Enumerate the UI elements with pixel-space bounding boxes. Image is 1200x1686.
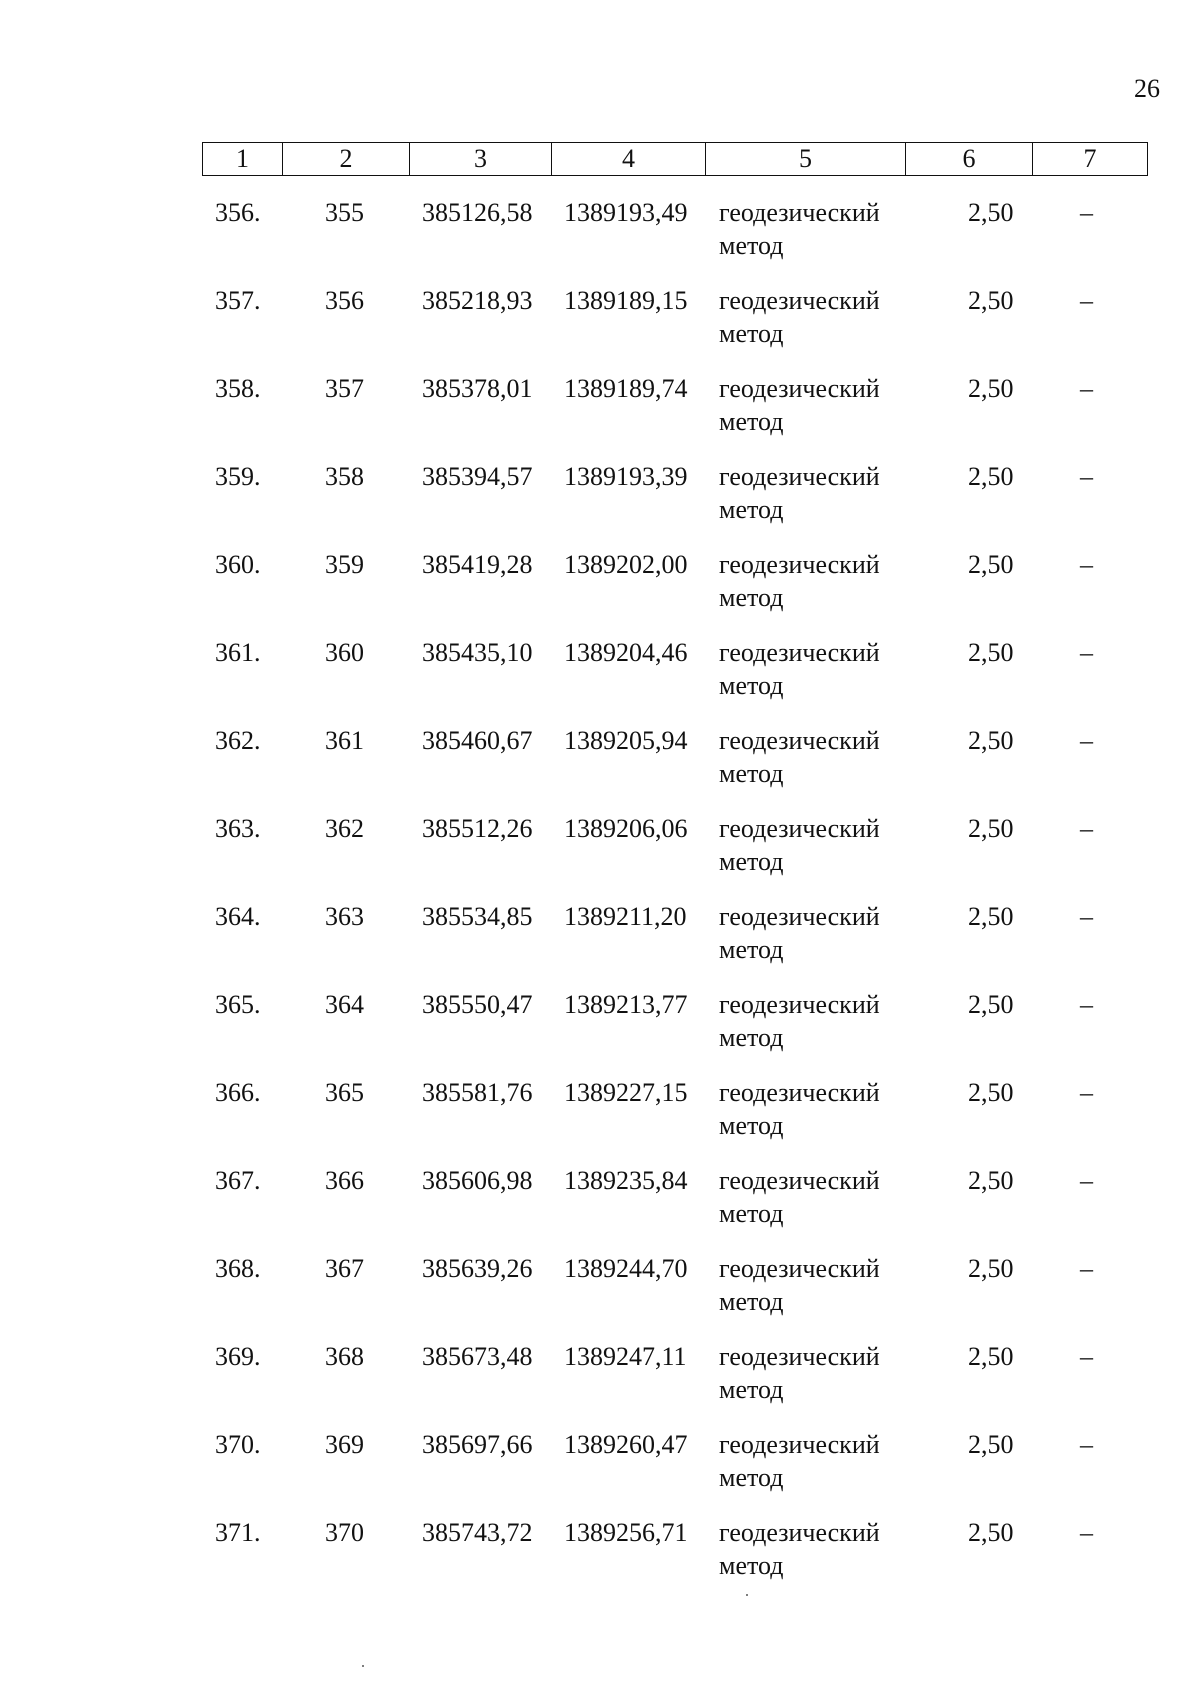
header-col-2: 2 [283, 143, 410, 175]
row-number-cell: 366. [215, 1078, 261, 1107]
accuracy-cell: 2,50 [968, 726, 1014, 755]
header-col-1: 1 [203, 143, 283, 175]
point-number-cell: 370 [325, 1518, 364, 1547]
note-cell: – [1080, 1518, 1093, 1547]
row-number-cell: 363. [215, 814, 261, 843]
x-coordinate-cell: 385743,72 [422, 1518, 533, 1547]
y-coordinate-cell: 1389189,15 [564, 286, 688, 315]
point-number-cell: 360 [325, 638, 364, 667]
note-cell: – [1080, 374, 1093, 403]
x-coordinate-cell: 385460,67 [422, 726, 533, 755]
accuracy-cell: 2,50 [968, 1166, 1014, 1195]
y-coordinate-cell: 1389193,49 [564, 198, 688, 227]
x-coordinate-cell: 385534,85 [422, 902, 533, 931]
y-coordinate-cell: 1389202,00 [564, 550, 688, 579]
accuracy-cell: 2,50 [968, 1342, 1014, 1371]
y-coordinate-cell: 1389204,46 [564, 638, 688, 667]
y-coordinate-cell: 1389235,84 [564, 1166, 688, 1195]
y-coordinate-cell: 1389247,11 [564, 1342, 687, 1371]
y-coordinate-cell: 1389244,70 [564, 1254, 688, 1283]
y-coordinate-cell: 1389213,77 [564, 990, 688, 1019]
y-coordinate-cell: 1389260,47 [564, 1430, 688, 1459]
method-cell: геодезический метод [719, 1342, 880, 1404]
note-cell: – [1080, 726, 1093, 755]
header-col-3: 3 [410, 143, 552, 175]
row-number-cell: 358. [215, 374, 261, 403]
x-coordinate-cell: 385606,98 [422, 1166, 533, 1195]
row-number-cell: 370. [215, 1430, 261, 1459]
point-number-cell: 356 [325, 286, 364, 315]
y-coordinate-cell: 1389211,20 [564, 902, 687, 931]
point-number-cell: 362 [325, 814, 364, 843]
x-coordinate-cell: 385581,76 [422, 1078, 533, 1107]
row-number-cell: 362. [215, 726, 261, 755]
table-body [0, 196, 1200, 1604]
row-number-cell: 356. [215, 198, 261, 227]
table-row [0, 548, 1200, 636]
point-number-cell: 364 [325, 990, 364, 1019]
x-coordinate-cell: 385639,26 [422, 1254, 533, 1283]
accuracy-cell: 2,50 [968, 462, 1014, 491]
accuracy-cell: 2,50 [968, 902, 1014, 931]
method-cell: геодезический метод [719, 1166, 880, 1228]
note-cell: – [1080, 638, 1093, 667]
x-coordinate-cell: 385394,57 [422, 462, 533, 491]
table-row [0, 1516, 1200, 1604]
x-coordinate-cell: 385126,58 [422, 198, 533, 227]
x-coordinate-cell: 385550,47 [422, 990, 533, 1019]
note-cell: – [1080, 550, 1093, 579]
method-cell: геодезический метод [719, 550, 880, 612]
note-cell: – [1080, 1254, 1093, 1283]
table-row [0, 1164, 1200, 1252]
accuracy-cell: 2,50 [968, 1518, 1014, 1547]
row-number-cell: 367. [215, 1166, 261, 1195]
point-number-cell: 365 [325, 1078, 364, 1107]
table-row [0, 1340, 1200, 1428]
point-number-cell: 359 [325, 550, 364, 579]
header-col-4: 4 [552, 143, 706, 175]
table-row [0, 1428, 1200, 1516]
point-number-cell: 369 [325, 1430, 364, 1459]
header-col-7: 7 [1083, 144, 1097, 173]
row-number-cell: 361. [215, 638, 261, 667]
y-coordinate-cell: 1389205,94 [564, 726, 688, 755]
method-cell: геодезический метод [719, 1254, 880, 1316]
accuracy-cell: 2,50 [968, 286, 1014, 315]
table-row [0, 812, 1200, 900]
x-coordinate-cell: 385378,01 [422, 374, 533, 403]
accuracy-cell: 2,50 [968, 374, 1014, 403]
accuracy-cell: 2,50 [968, 198, 1014, 227]
note-cell: – [1080, 1166, 1093, 1195]
note-cell: – [1080, 814, 1093, 843]
note-cell: – [1080, 1078, 1093, 1107]
row-number-cell: 371. [215, 1518, 261, 1547]
row-number-cell: 368. [215, 1254, 261, 1283]
method-cell: геодезический метод [719, 286, 880, 348]
page-number: 26 [1134, 74, 1160, 103]
accuracy-cell: 2,50 [968, 638, 1014, 667]
x-coordinate-cell: 385512,26 [422, 814, 533, 843]
scan-speck [362, 1665, 364, 1667]
y-coordinate-cell: 1389256,71 [564, 1518, 688, 1547]
method-cell: геодезический метод [719, 198, 880, 260]
table-row [0, 1252, 1200, 1340]
point-number-cell: 363 [325, 902, 364, 931]
accuracy-cell: 2,50 [968, 1254, 1014, 1283]
accuracy-cell: 2,50 [968, 814, 1014, 843]
x-coordinate-cell: 385435,10 [422, 638, 533, 667]
table-row [0, 988, 1200, 1076]
method-cell: геодезический метод [719, 1078, 880, 1140]
note-cell: – [1080, 462, 1093, 491]
note-cell: – [1080, 1342, 1093, 1371]
y-coordinate-cell: 1389206,06 [564, 814, 688, 843]
row-number-cell: 359. [215, 462, 261, 491]
table-header [202, 142, 1148, 176]
y-coordinate-cell: 1389193,39 [564, 462, 688, 491]
point-number-cell: 358 [325, 462, 364, 491]
table-row [0, 284, 1200, 372]
x-coordinate-cell: 385218,93 [422, 286, 533, 315]
accuracy-cell: 2,50 [968, 1430, 1014, 1459]
method-cell: геодезический метод [719, 1518, 880, 1580]
y-coordinate-cell: 1389227,15 [564, 1078, 688, 1107]
note-cell: – [1080, 902, 1093, 931]
note-cell: – [1080, 286, 1093, 315]
table-row [0, 196, 1200, 284]
point-number-cell: 368 [325, 1342, 364, 1371]
point-number-cell: 357 [325, 374, 364, 403]
table-row [0, 460, 1200, 548]
table-row [0, 900, 1200, 988]
row-number-cell: 364. [215, 902, 261, 931]
method-cell: геодезический метод [719, 638, 880, 700]
row-number-cell: 369. [215, 1342, 261, 1371]
accuracy-cell: 2,50 [968, 550, 1014, 579]
point-number-cell: 361 [325, 726, 364, 755]
method-cell: геодезический метод [719, 462, 880, 524]
point-number-cell: 367 [325, 1254, 364, 1283]
header-col-6: 6 [906, 143, 1033, 175]
header-col-5: 5 [706, 143, 906, 175]
accuracy-cell: 2,50 [968, 990, 1014, 1019]
x-coordinate-cell: 385673,48 [422, 1342, 533, 1371]
note-cell: – [1080, 198, 1093, 227]
x-coordinate-cell: 385419,28 [422, 550, 533, 579]
row-number-cell: 357. [215, 286, 261, 315]
scan-speck [746, 1594, 748, 1596]
method-cell: геодезический метод [719, 726, 880, 788]
table-row [0, 372, 1200, 460]
method-cell: геодезический метод [719, 902, 880, 964]
row-number-cell: 360. [215, 550, 261, 579]
accuracy-cell: 2,50 [968, 1078, 1014, 1107]
method-cell: геодезический метод [719, 990, 880, 1052]
method-cell: геодезический метод [719, 374, 880, 436]
row-number-cell: 365. [215, 990, 261, 1019]
table-row [0, 636, 1200, 724]
note-cell: – [1080, 990, 1093, 1019]
table-row [0, 724, 1200, 812]
point-number-cell: 355 [325, 198, 364, 227]
point-number-cell: 366 [325, 1166, 364, 1195]
method-cell: геодезический метод [719, 814, 880, 876]
method-cell: геодезический метод [719, 1430, 880, 1492]
y-coordinate-cell: 1389189,74 [564, 374, 688, 403]
note-cell: – [1080, 1430, 1093, 1459]
table-row [0, 1076, 1200, 1164]
x-coordinate-cell: 385697,66 [422, 1430, 533, 1459]
